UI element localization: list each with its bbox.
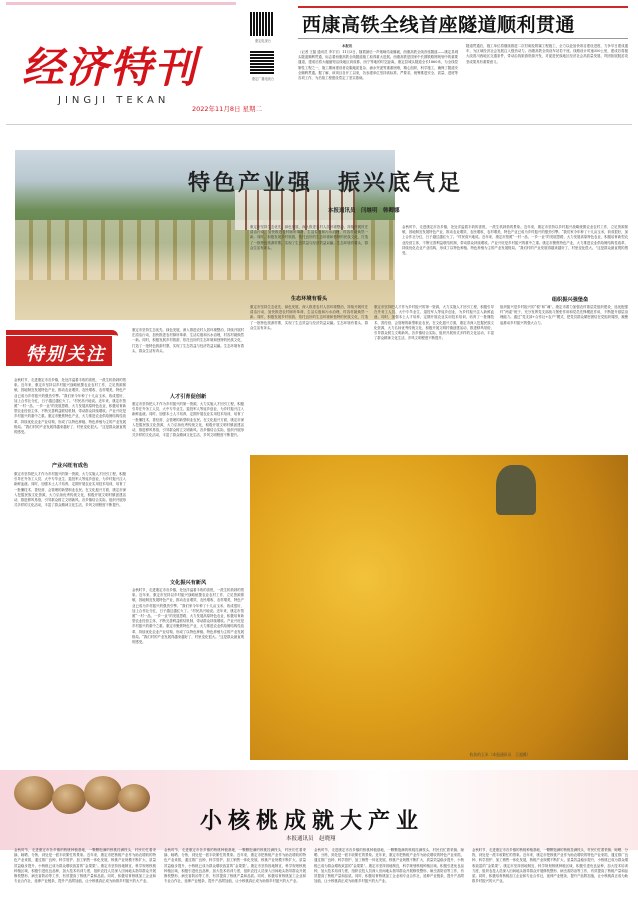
top-pink-bar — [6, 2, 236, 5]
lead-body-right: 隧道贯通后，施工单位将继续推进二次衬砌及附属工程施工，全力以赴加快项目建设进度，力争早日建成通车，为区域经济社会发展注入强劲动力。西康高铁全线设车站若干座，线路设计时速350公里，建成后将极大改善川西地区交通条件，带动沿线旅游资源开发，对促进民族地区经济社会高质量发展、巩固拓展脱贫攻坚成果具有重要意义。 — [466, 44, 628, 64]
feature-col2-top: 康定市坚持生态优先、绿色发展，深入推进农村人居环境整治，持续开展村庄清洁行动，加快推进农村厕所革命、生活垃圾和污水治理，村容村貌焕然一新。同时，积极发展乡村旅游，依托良好的生态环境和独特的民族文化，打造了一批特色旅游村寨，实现了生态效益与经济效益双赢。生态环境有看头，群众生活有奔头。 — [132, 328, 244, 353]
feature-col3: 康定市坚持生态优先、绿色发展，深入推进农村人居环境整治，持续开展村庄清洁行动，加快推进农村厕所革命、生活垃圾和污水治理，村容村貌焕然一新。同时，积极发展乡村旅游，依托良好的生态环境和独特的民族文化，打造了一批特色旅游村寨，实现了生态效益与经济效益双赢。生态环境有看头，群众生活有奔头。 — [250, 305, 368, 330]
subheading: 人才引育促创新 — [169, 394, 207, 400]
subheading: 文化振兴有新风 — [169, 580, 207, 586]
lead-headline: 西康高铁全线首座隧道顺利贯通 — [302, 14, 576, 36]
feature-col2b: 金秋时节，走进康定市各乡镇，处处洋溢着丰收的喜悦，一派生机勃勃的景象。近年来，康定市坚持以乡村振兴战略统揽农业农村工作，立足资源禀赋，因地制宜发展特色产业，推动农业增效、农民增收、农村增美，特色产业已成为乡村振兴的强劲引擎。“我们家今年种了十几亩玉米，收成很好，加上合作社分红，日子越过越红火了。”村民高兴地说。近年来，康定市按照“一村一品、一乡一业”的发展思路，大力发展高原特色农业，积极培育新型农业经营主体，不断完善利益联结机制，带动群众持续增收。产业兴旺是乡村振兴的重中之重。康定市聚焦特色产业，大力推进农业供给侧结构性改革，持续优化农业产业结构，形成了以特色种植、特色养殖为主的产业发展格局。“我们村的产业发展得越来越好了，村里变化很大。”这是群众最直观的感受。 — [132, 588, 244, 645]
section-badge: 特别关注 — [6, 336, 112, 366]
feature-title: 特色产业强 振兴底气足 — [188, 171, 464, 196]
qr-code-icon — [250, 12, 274, 36]
corn-photo — [250, 455, 628, 760]
feature-col3b: 康定市坚持把人才作为乡村振兴的第一资源，大力实施人才回引工程，积极引导在外务工人员、大中专毕业生、退役军人等返乡创业，为乡村振兴注入新鲜血液。同时，加强本土人才培养，定期开展农业实用技术培训，培育了一批懂技术、善经营、会管理的新型职业农民。在文化振兴方面，康定市深入挖掘民族文化资源，大力弘扬优秀传统文化，积极开展文明村镇创建活动，推进移风易俗，引导群众树立文明新风。各乡镇结合实际，组织开展形式多样的文化活动，丰富了群众精神文化生活，乡风文明程度不断提升。 — [374, 305, 494, 341]
feature-byline: 本报通讯员 闫继明 韩卿娜 — [328, 208, 400, 214]
masthead-title: 经济特刊 — [22, 43, 199, 92]
feature-col3-top: 康定市坚持生态优先、绿色发展，深入推进农村人居环境整治，持续开展村庄清洁行动，加快推进农村厕所革命、生活垃圾和污水治理，村容村貌焕然一新。同时，积极发展乡村旅游，依托良好的生态环境和独特的民族文化，打造了一批特色旅游村寨，实现了生态效益与经济效益双赢。生态环境有看头，群众生活有奔头。 — [250, 225, 368, 250]
subheading: 生态环境有看头 — [290, 296, 328, 302]
walnut-col1: 金秋时节，走进康定市各乡镇的核桃种植基地，一颗颗饱满的核桃挂满枝头，村民们忙着采摘、晾晒、分拣，到处是一派丰收繁忙的景象。近年来，康定市把核桃产业作为助农增收的特色产业来抓，通过推广良种、科学管护、加工销售一体化发展，核桃产业规模不断扩大，质量效益稳步提升，小核桃已成为群众增收致富的“金果果”。康定市坚持因地制宜，科学规划核桃种植区域，积极引进优良品种，加大技术培训力度，组织农技人员深入田间地头指导群众开展修枝整形、病虫害防治等工作，有效提高了核桃产量和品质。同时，积极培育核桃加工企业和专业合作社，延伸产业链条，提升产品附加值，让小核桃真正成为助推乡村振兴的大产业。 — [14, 848, 156, 884]
lead-rule — [298, 6, 628, 8]
lead-byline: 本报讯 — [342, 44, 353, 48]
subheading: 组织振兴强堡垒 — [551, 297, 589, 303]
feature-col1: 金秋时节，走进康定市各乡镇，处处洋溢着丰收的喜悦，一派生机勃勃的景象。近年来，康定市坚持以乡村振兴战略统揽农业农村工作，立足资源禀赋，因地制宜发展特色产业，推动农业增效、农民增收、农村增美，特色产业已成为乡村振兴的强劲引擎。“我们家今年种了十几亩玉米，收成很好，加上合作社分红，日子越过越红火了。”村民高兴地说。近年来，康定市按照“一村一品、一乡一业”的发展思路，大力发展高原特色农业，积极培育新型农业经营主体，不断完善利益联结机制，带动群众持续增收。产业兴旺是乡村振兴的重中之重。康定市聚焦特色产业，大力推进农业供给侧结构性改革，持续优化农业产业结构，形成了以特色种植、特色养殖为主的产业发展格局。“我们村的产业发展得越来越好了，村里变化很大。”这是群众最直观的感受。 — [14, 378, 126, 435]
walnut-col2: 金秋时节，走进康定市各乡镇的核桃种植基地，一颗颗饱满的核桃挂满枝头，村民们忙着采摘、晾晒、分拣，到处是一派丰收繁忙的景象。近年来，康定市把核桃产业作为助农增收的特色产业来抓，通过推广良种、科学管护、加工销售一体化发展，核桃产业规模不断扩大，质量效益稳步提升，小核桃已成为群众增收致富的“金果果”。康定市坚持因地制宜，科学规划核桃种植区域，积极引进优良品种，加大技术培训力度，组织农技人员深入田间地头指导群众开展修枝整形、病虫害防治等工作，有效提高了核桃产量和品质。同时，积极培育核桃加工企业和专业合作社，延伸产业链条，提升产品附加值，让小核桃真正成为助推乡村振兴的大产业。 — [164, 848, 306, 884]
walnut-byline: 本报通讯员 赵晓翔 — [286, 836, 336, 842]
walnut-image — [118, 784, 150, 812]
lead-body-left: （记者 王磊 通讯员 李宇宏）11月3日，随着最后一声炮响结束爆破，西康高铁全线首座隧道——康定县城头隧道顺利贯通，标志着西康高铁全线隧道施工取得重大进展。西康高铁是国家中长期铁路网规划中的重要通道，建成后将大幅缩短沿线地区到成都、西宁等地的时空距离。康定县城头隧道全长1860米，为全线控制性工程之一，施工期间建设者克服地质复杂、涌水突泥等重重困难，精心组织，科学施工，确保了隧道安全顺利贯通。据了解，该项目自开工以来，各参建单位坚持高标准、严要求，统筹推进安全、质量、进度等各项工作，为后续工程建设奠定了坚实基础。 — [298, 50, 458, 81]
corn-caption: 收获的玉米（本报通讯员 王超摄） — [469, 752, 531, 757]
qr-code-icon — [250, 50, 274, 74]
subheading: 产业兴旺有成色 — [51, 463, 89, 469]
lead-rule — [298, 38, 628, 39]
issue-date: 2022年11月8日 星期二 — [192, 105, 263, 113]
walnut-title: 小核桃成就大产业 — [200, 809, 425, 834]
feature-col1b: 康定市坚持把人才作为乡村振兴的第一资源，大力实施人才回引工程，积极引导在外务工人员、大中专毕业生、退役军人等返乡创业，为乡村振兴注入新鲜血液。同时，加强本土人才培养，定期开展农业实用技术培训，培育了一批懂技术、善经营、会管理的新型职业农民。在文化振兴方面，康定市深入挖掘民族文化资源，大力弘扬优秀传统文化，积极开展文明村镇创建活动，推进移风易俗，引导群众树立文明新风。各乡镇结合实际，组织开展形式多样的文化活动，丰富了群众精神文化生活，乡风文明程度不断提升。 — [14, 472, 126, 508]
walnut-col3: 金秋时节，走进康定市各乡镇的核桃种植基地，一颗颗饱满的核桃挂满枝头，村民们忙着采摘、晾晒、分拣，到处是一派丰收繁忙的景象。近年来，康定市把核桃产业作为助农增收的特色产业来抓，通过推广良种、科学管护、加工销售一体化发展，核桃产业规模不断扩大，质量效益稳步提升，小核桃已成为群众增收致富的“金果果”。康定市坚持因地制宜，科学规划核桃种植区域，积极引进优良品种，加大技术培训力度，组织农技人员深入田间地头指导群众开展修枝整形、病虫害防治等工作，有效提高了核桃产量和品质。同时，积极培育核桃加工企业和专业合作社，延伸产业链条，提升产品附加值，让小核桃真正成为助推乡村振兴的大产业。 — [314, 848, 464, 884]
feature-col4-top: 金秋时节，走进康定市各乡镇，处处洋溢着丰收的喜悦，一派生机勃勃的景象。近年来，康定市坚持以乡村振兴战略统揽农业农村工作，立足资源禀赋，因地制宜发展特色产业，推动农业增效、农民增收、农村增美，特色产业已成为乡村振兴的强劲引擎。“我们家今年种了十几亩玉米，收成很好，加上合作社分红，日子越过越红火了。”村民高兴地说。近年来，康定市按照“一村一品、一乡一业”的发展思路，大力发展高原特色农业，积极培育新型农业经营主体，不断完善利益联结机制，带动群众持续增收。产业兴旺是乡村振兴的重中之重。康定市聚焦特色产业，大力推进农业供给侧结构性改革，持续优化农业产业结构，形成了以特色种植、特色养殖为主的产业发展格局。“我们村的产业发展得越来越好了，村里变化很大。”这是群众最直观的感受。 — [402, 225, 628, 256]
walnut-image — [84, 776, 122, 810]
walnut-image — [14, 776, 54, 810]
qr-label: 康定电视台 — [255, 39, 271, 43]
feature-col4: 组织振兴是乡村振兴的“根”和“魂”。康定市着力加强农村基层党组织建设，选优配强村“两委”班子，充分发挥党支部战斗堡垒作用和党员先锋模范作用，不断提升基层治理能力。通过“党支部+合作社+农户”模式，把党员群众紧密团结在党组织周围，凝聚起推动乡村振兴的强大合力。 — [500, 305, 628, 325]
masthead-pinyin: JINGJI TEKAN — [58, 95, 170, 106]
feature-col2: 康定市坚持把人才作为乡村振兴的第一资源，大力实施人才回引工程，积极引导在外务工人员、大中专毕业生、退役军人等返乡创业，为乡村振兴注入新鲜血液。同时，加强本土人才培养，定期开展农业实用技术培训，培育了一批懂技术、善经营、会管理的新型职业农民。在文化振兴方面，康定市深入挖掘民族文化资源，大力弘扬优秀传统文化，积极开展文明村镇创建活动，推进移风易俗，引导群众树立文明新风。各乡镇结合实际，组织开展形式多样的文化活动，丰富了群众精神文化生活，乡风文明程度不断提升。 — [132, 402, 244, 438]
qr-label: 康定广播电视台 — [251, 77, 275, 81]
section-divider — [6, 124, 632, 125]
walnut-col4: 金秋时节，走进康定市各乡镇的核桃种植基地，一颗颗饱满的核桃挂满枝头，村民们忙着采摘、晾晒、分拣，到处是一派丰收繁忙的景象。近年来，康定市把核桃产业作为助农增收的特色产业来抓，通过推广良种、科学管护、加工销售一体化发展，核桃产业规模不断扩大，质量效益稳步提升，小核桃已成为群众增收致富的“金果果”。康定市坚持因地制宜，科学规划核桃种植区域，积极引进优良品种，加大技术培训力度，组织农技人员深入田间地头指导群众开展修枝整形、病虫害防治等工作，有效提高了核桃产量和品质。同时，积极培育核桃加工企业和专业合作社，延伸产业链条，提升产品附加值，让小核桃真正成为助推乡村振兴的大产业。 — [472, 848, 628, 884]
walnut-image — [52, 784, 86, 814]
